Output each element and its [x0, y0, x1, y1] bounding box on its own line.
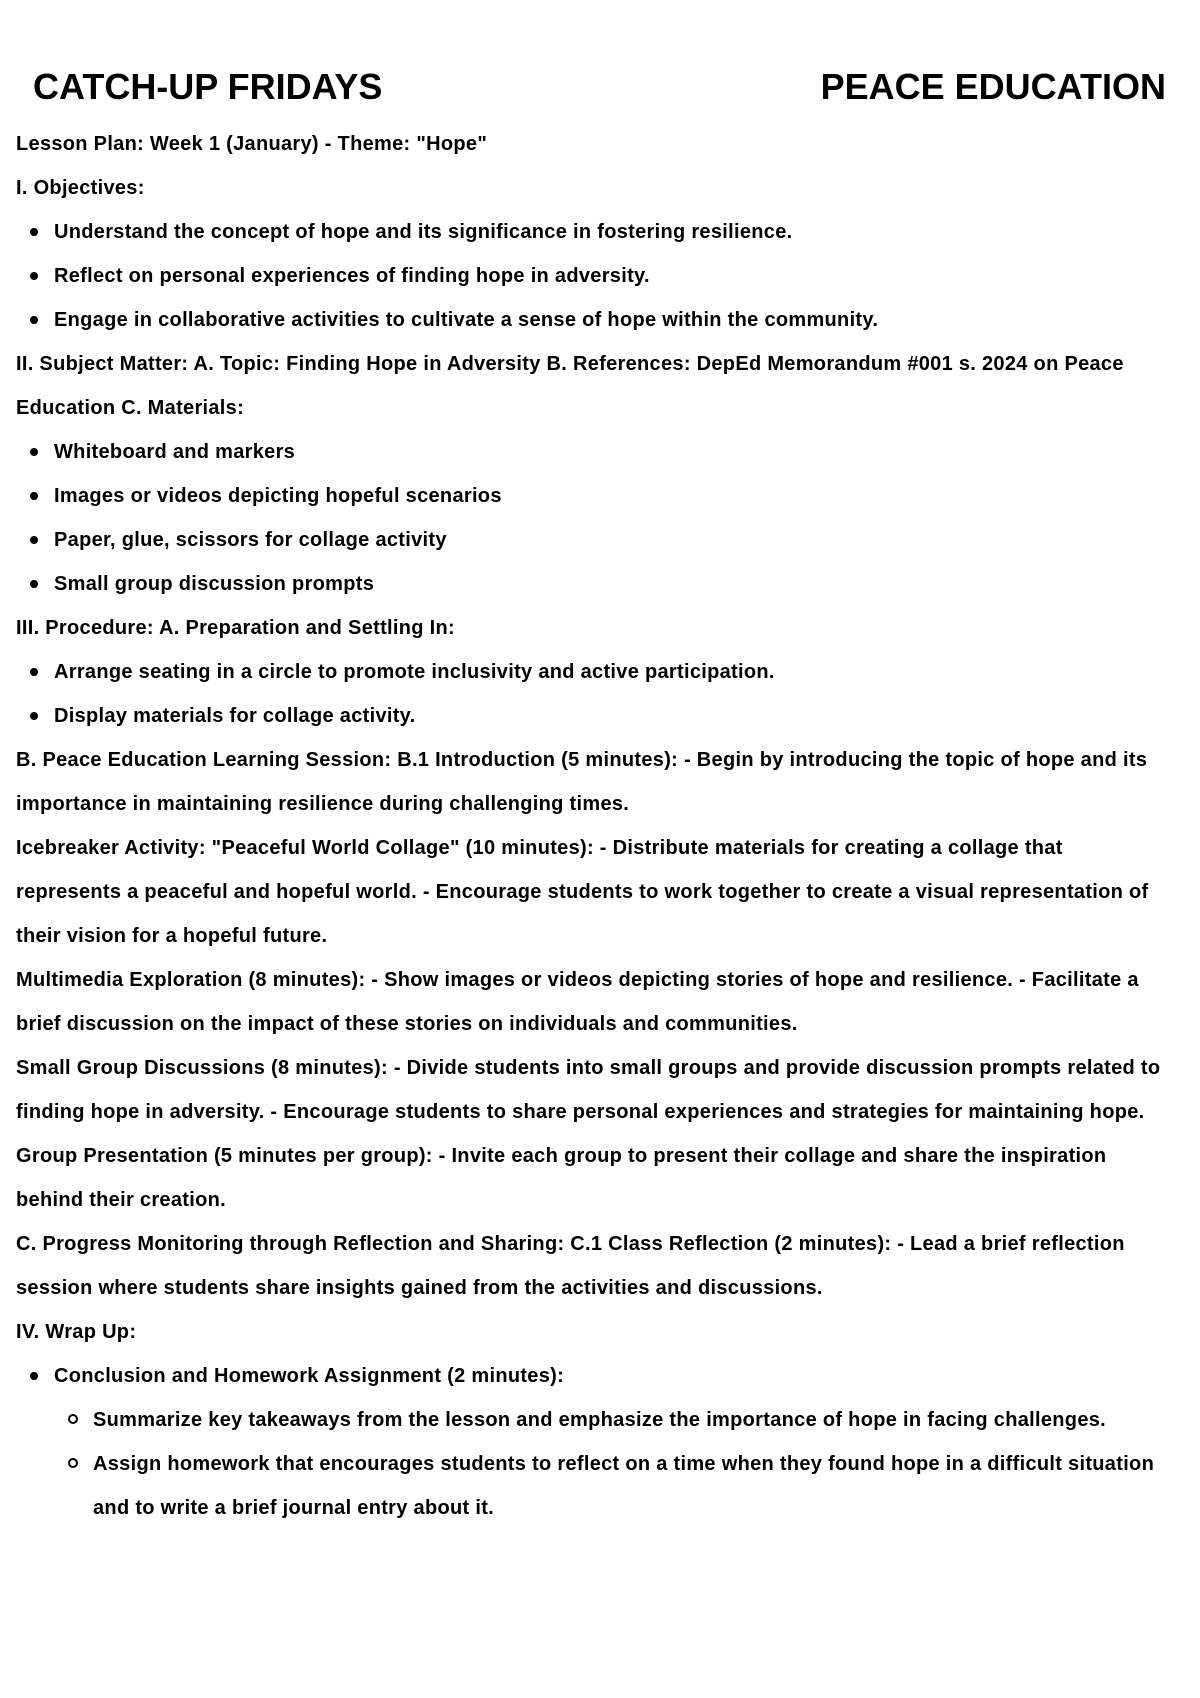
wrap-up-item: [16, 1354, 1166, 1398]
wrap-up-list: [16, 1354, 1166, 1398]
wrap-up-sub-item: Assign homework that encourages students to reflect on a time when they found hope in a difficult situation and to write a brief journal entry about it.: [16, 1442, 1173, 1530]
multimedia-paragraph: Multimedia Exploration (8 minutes): - Show images or videos depicting stories of hope and resilience. - Facilitate a brief discussion on the impact of these stories on individuals and communities.: [16, 969, 1139, 1035]
icebreaker-paragraph: Icebreaker Activity: "Peaceful World Collage" (10 minutes): - Distribute materials for creating a collage that represents a peaceful and hopeful world. - Encourage students to work together to create a visual representation of their vision for a hopeful future.: [16, 837, 1149, 947]
objectives-list: [16, 210, 1166, 342]
group-presentation-paragraph: Group Presentation (5 minutes per group): - Invite each group to present their collage and share the inspiration behind their creation.: [16, 1145, 1107, 1211]
wrap-up-sub-item: Summarize key takeaways from the lesson and emphasize the importance of hope in facing challenges.: [16, 1398, 1173, 1442]
material-item: Images or videos depicting hopeful scenarios: [16, 474, 1166, 518]
objective-item: Understand the concept of hope and its significance in fostering resilience.: [16, 210, 1166, 254]
material-item: Small group discussion prompts: [16, 562, 1166, 606]
preparation-item: Display materials for collage activity.: [16, 694, 1166, 738]
lesson-content: [16, 122, 1166, 1530]
materials-list: [16, 430, 1166, 606]
header-left-title: CATCH-UP FRIDAYS: [33, 66, 383, 107]
procedure-heading: III. Procedure: A. Preparation and Settling In:: [16, 617, 455, 639]
objective-item: Engage in collaborative activities to cultivate a sense of hope within the community.: [16, 298, 1166, 342]
progress-monitoring-paragraph: C. Progress Monitoring through Reflection and Sharing: C.1 Class Reflection (2 minutes): - Lead a brief reflection session where students share insights gained from the activities and discussions.: [16, 1233, 1125, 1299]
wrap-up-sub-list: [16, 1398, 1166, 1530]
material-item: Paper, glue, scissors for collage activity: [16, 518, 1166, 562]
small-group-paragraph: Small Group Discussions (8 minutes): - Divide students into small groups and provide discussion prompts related to finding hope in adversity. - Encourage students to share personal experiences and strategies for maintaining hope.: [16, 1057, 1161, 1123]
wrap-up-item-label: Conclusion and Homework Assignment (2 minutes):: [54, 1365, 565, 1387]
wrap-up-heading: IV. Wrap Up:: [16, 1321, 137, 1343]
page-header: [16, 62, 1166, 112]
lesson-plan-line: Lesson Plan: Week 1 (January) - Theme: "Hope": [16, 133, 488, 155]
session-intro-paragraph: B. Peace Education Learning Session: B.1 Introduction (5 minutes): - Begin by introducing the topic of hope and its importance in maintaining resilience during challenging times.: [16, 749, 1148, 815]
subject-matter-text: II. Subject Matter: A. Topic: Finding Hope in Adversity B. References: DepEd Memorandum #001 s. 2024 on Peace Education C. Materials:: [16, 353, 1124, 419]
header-right-title: PEACE EDUCATION: [820, 66, 1166, 107]
preparation-item: Arrange seating in a circle to promote inclusivity and active participation.: [16, 650, 1166, 694]
material-item: Whiteboard and markers: [16, 430, 1166, 474]
objective-item: Reflect on personal experiences of finding hope in adversity.: [16, 254, 1166, 298]
preparation-list: [16, 650, 1166, 738]
objectives-heading: I. Objectives:: [16, 177, 145, 199]
